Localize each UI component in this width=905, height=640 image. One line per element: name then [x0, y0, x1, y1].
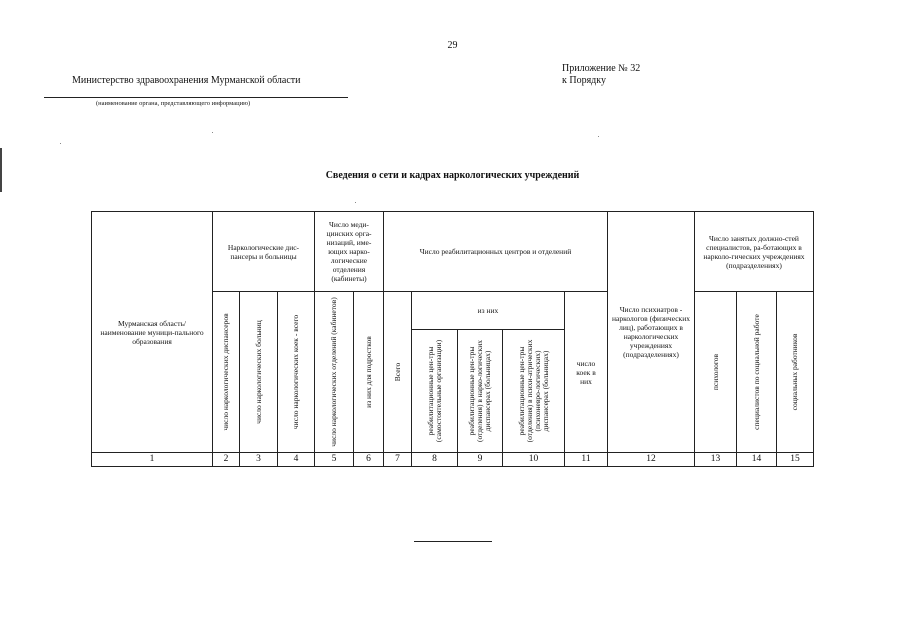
- header-rehab-beds: число коек в них: [565, 292, 608, 453]
- header-rehab-in-narc-text: реабилитационные цен-тры (отделения) в нарко-логических диспансерах (больницах): [467, 339, 492, 443]
- header-rehab-in-psych-text: реабилитационные цен-тры (отделения) в психи-атрических (психоневро-логических) диспансерах (больницах): [516, 339, 550, 443]
- header-beds-total: [278, 292, 315, 453]
- column-number: 12: [608, 453, 695, 467]
- header-psychiatrists: Число психиатров - наркологов (физических лиц), работающих в наркологических учреждениях (подразделениях): [608, 212, 695, 453]
- header-narc-departments-text: число наркологических отделений (кабинетов): [329, 297, 338, 447]
- header-psychologists-text: психологов: [710, 353, 720, 391]
- column-number: 3: [240, 453, 278, 467]
- header-social-workers-text: социальных работников: [790, 333, 799, 411]
- column-number: 14: [737, 453, 777, 467]
- header-rehab-group: Число реабилитационных центров и отделений: [384, 212, 608, 292]
- appendix-order: к Порядку: [562, 75, 606, 86]
- page-number: 29: [447, 40, 458, 51]
- scan-dot: [212, 132, 213, 133]
- column-number: 8: [412, 453, 458, 467]
- appendix-reference: [562, 63, 640, 87]
- header-dispensary-count: [213, 292, 240, 453]
- column-number: 9: [458, 453, 503, 467]
- column-number: 2: [213, 453, 240, 467]
- header-social-specialists: [737, 292, 777, 453]
- header-rehab-total: [384, 292, 412, 453]
- scan-dot: [598, 136, 599, 137]
- column-numbers-row: [92, 453, 814, 467]
- organization-underline: [44, 97, 348, 98]
- document-title: Сведения о сети и кадрах наркологических учреждений: [325, 170, 580, 181]
- header-rehab-standalone: [412, 330, 458, 453]
- column-number: 6: [354, 453, 384, 467]
- header-narc-departments: [315, 292, 354, 453]
- header-social-workers: [777, 292, 814, 453]
- column-number: 11: [565, 453, 608, 467]
- header-medical-orgs-group: Число меди-цинских орга-низаций, име-ющих нарко-логические отделения (кабинеты): [315, 212, 384, 292]
- header-hospital-count-text: число наркологических больниц: [253, 320, 263, 424]
- report-table: [91, 211, 814, 467]
- column-number: 1: [92, 453, 213, 467]
- header-region: Мурманская область/ наименование муници-пального образования: [92, 212, 213, 453]
- appendix-number: Приложение № 32: [562, 63, 641, 74]
- header-rehab-standalone-text: реабилитационные цен-тры (самостоятельные организации): [425, 339, 443, 443]
- column-number: 10: [503, 453, 565, 467]
- column-number: 13: [695, 453, 737, 467]
- scan-dot: [60, 143, 61, 144]
- organization-caption: (наименование органа, представляющего информацию): [96, 100, 251, 107]
- header-specialists-group: Число занятых должно-стей специалистов, ра-ботающих в нарколо-гических учреждениях (подразделениях): [695, 212, 814, 292]
- header-adolescents: [354, 292, 384, 453]
- header-rehab-total-text: Всего: [392, 362, 402, 382]
- column-number: 7: [384, 453, 412, 467]
- organization-name: Министерство здравоохранения Мурманской области: [72, 75, 301, 86]
- footer-line: [414, 541, 492, 542]
- header-social-specialists-text: специалистов по социальной работе: [751, 314, 761, 430]
- header-hospital-count: [240, 292, 278, 453]
- header-beds-total-text: число наркологических коек - всего: [291, 314, 300, 430]
- column-number: 4: [278, 453, 315, 467]
- header-psychologists: [695, 292, 737, 453]
- header-rehab-in-narc: [458, 330, 503, 453]
- column-number: 5: [315, 453, 354, 467]
- column-number: 15: [777, 453, 814, 467]
- header-dispensary-count-text: число наркологических диспансеров: [221, 313, 230, 431]
- scan-dot: [355, 202, 356, 203]
- header-of-them: из них: [412, 292, 565, 330]
- header-dispensaries-group: Наркологические дис-пансеры и больницы: [213, 212, 315, 292]
- header-adolescents-text: из них для подростков: [363, 336, 373, 408]
- header-rehab-in-psych: [503, 330, 565, 453]
